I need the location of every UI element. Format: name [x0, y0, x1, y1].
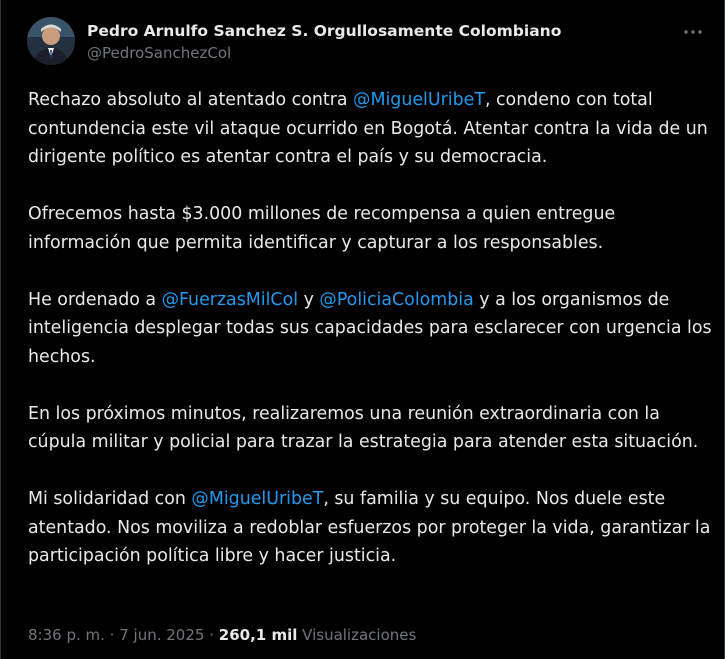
tweet-text — [28, 86, 718, 571]
views-label: Visualizaciones — [302, 626, 417, 644]
tweet-meta — [28, 624, 416, 646]
author-names — [87, 17, 704, 63]
tweet-paragraph — [28, 286, 718, 372]
views-count: 260,1 mil — [218, 626, 298, 644]
tweet-paragraph — [28, 200, 718, 257]
tweet-text-segment: Mi solidaridad con — [28, 489, 192, 509]
tweet-time[interactable]: 8:36 p. m. — [28, 626, 105, 644]
tweet-text-segment: , su familia y su equipo. Nos duele este atentado. Nos moviliza a redoblar esfuerzos por proteger la vida, garantizar la participación política libre y hacer justicia. — [28, 489, 711, 566]
avatar[interactable] — [27, 17, 75, 65]
author-handle[interactable]: @PedroSanchezCol — [87, 44, 232, 62]
tweet-text-segment: He ordenado a — [28, 289, 162, 310]
tweet-text-segment: Ofrecemos hasta $3.000 millones de recompensa a quien entregue información que permita identificar y capturar a los responsables. — [28, 204, 616, 253]
mention-link[interactable]: @PoliciaColombia — [319, 289, 474, 310]
tweet-text-segment: , condeno con total contundencia este vil ataque ocurrido en Bogotá. Atentar contra la vida de un dirigente político es atentar contra el país y su democracia. — [28, 90, 708, 167]
author-display-name[interactable]: Pedro Arnulfo Sanchez S. Orgullosamente Colombiano — [87, 22, 562, 40]
tweet-paragraph — [28, 485, 718, 571]
meta-separator: · — [209, 626, 214, 644]
meta-separator: · — [109, 626, 115, 644]
tweet-text-segment: Rechazo absoluto al atentado contra — [28, 90, 354, 110]
mention-link[interactable]: @MiguelUribeT — [353, 90, 485, 110]
tweet-paragraph — [28, 86, 718, 172]
more-horizontal-icon — [682, 23, 704, 41]
more-options-button[interactable] — [682, 23, 704, 41]
tweet-header — [27, 17, 704, 69]
avatar-image — [27, 17, 75, 65]
mention-link[interactable]: @MiguelUribeT — [191, 489, 324, 509]
tweet-text-segment: y — [298, 289, 320, 310]
tweet-text-segment: En los próximos minutos, realizaremos una reunión extraordinaria con la cúpula militar y policial para trazar la estrategia para atender esta situación. — [28, 403, 699, 452]
tweet-paragraph — [28, 400, 718, 457]
tweet-date[interactable]: 7 jun. 2025 — [119, 626, 205, 644]
mention-link[interactable]: @FuerzasMilCol — [161, 289, 299, 310]
tweet-text-segment: y a los organismos de inteligencia desplegar todas sus capacidades para esclarecer con urgencia los hechos. — [28, 289, 712, 367]
